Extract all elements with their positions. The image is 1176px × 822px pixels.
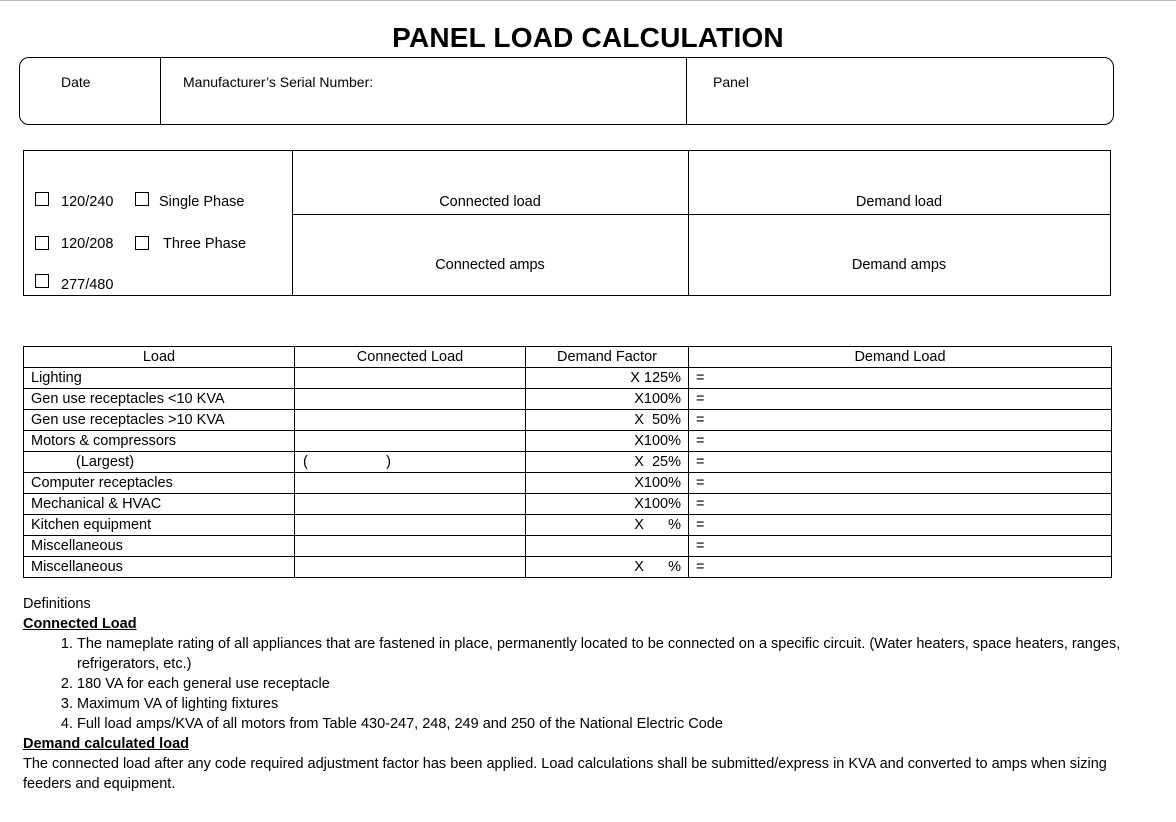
connected-load-cell[interactable] <box>295 389 526 410</box>
table-row <box>24 452 1112 473</box>
load-name: Motors & compressors <box>24 431 295 452</box>
paren-open: ( <box>303 454 308 470</box>
list-item: 4. Full load amps/KVA of all motors from Table 430-247, 248, 249 and 250 of the National Electric Code <box>77 714 1143 734</box>
top-rule <box>0 0 1176 1</box>
table-row <box>24 557 1112 578</box>
demand-load-cell[interactable]: = <box>689 473 1112 494</box>
connected-amps-label: Connected amps <box>435 257 545 273</box>
panel-field-label: Panel <box>713 74 749 90</box>
connected-load-label: Connected load <box>439 194 541 210</box>
column-header-connected-load: Connected Load <box>295 347 526 368</box>
table-row <box>24 536 1112 557</box>
table-row <box>24 515 1112 536</box>
connected-load-cell[interactable] <box>295 473 526 494</box>
demand-factor-cell: X 25% <box>526 452 689 473</box>
demand-load-text: The connected load after any code required adjustment factor has been applied. Load calculations shall be submitted/express in KVA and converted to amps when sizing feeders and equipment. <box>23 756 1107 792</box>
table-row <box>24 431 1112 452</box>
load-name: Computer receptacles <box>24 473 295 494</box>
demand-load-cell[interactable]: = <box>689 494 1112 515</box>
demand-factor-cell: X100% <box>526 473 689 494</box>
connected-load-cell[interactable] <box>295 431 526 452</box>
table-row <box>24 410 1112 431</box>
table-header-row <box>24 347 1112 368</box>
demand-load-cell[interactable]: = <box>689 368 1112 389</box>
serial-number-label: Manufacturer’s Serial Number: <box>183 74 374 90</box>
column-header-demand-factor: Demand Factor <box>526 347 689 368</box>
box-divider <box>292 151 293 295</box>
box-divider <box>688 151 689 295</box>
demand-load-cell[interactable]: = <box>689 557 1112 578</box>
connected-load-cell[interactable] <box>295 557 526 578</box>
checkbox-277-480[interactable] <box>35 274 49 288</box>
list-item: 1. The nameplate rating of all appliances that are fastened in place, permanently located to be connected on a specific circuit. (Water heaters, space heaters, ranges, refrigerators, etc.) <box>77 634 1143 674</box>
definitions-section <box>23 594 1143 794</box>
column-header-load: Load <box>24 347 295 368</box>
checkbox-single-phase[interactable] <box>135 192 149 206</box>
box-divider <box>292 214 1110 215</box>
demand-factor-cell: X100% <box>526 431 689 452</box>
demand-factor-cell: X100% <box>526 389 689 410</box>
demand-factor-cell[interactable]: X % <box>526 515 689 536</box>
voltage-277-480-label: 277/480 <box>61 277 114 293</box>
voltage-summary-box <box>23 150 1111 296</box>
demand-factor-cell[interactable] <box>526 536 689 557</box>
connected-load-cell[interactable] <box>295 494 526 515</box>
paren-close: ) <box>386 454 391 470</box>
load-table <box>23 346 1112 578</box>
page-title: PANEL LOAD CALCULATION <box>392 22 784 53</box>
demand-load-cell[interactable]: = <box>689 536 1112 557</box>
connected-load-cell[interactable] <box>295 515 526 536</box>
load-name: Mechanical & HVAC <box>24 494 295 515</box>
list-item: 2. 180 VA for each general use receptacle <box>77 674 1143 694</box>
largest-motor-paren <box>295 452 391 472</box>
load-name: Gen use receptacles <10 KVA <box>24 389 295 410</box>
header-divider <box>686 58 687 124</box>
table-row <box>24 494 1112 515</box>
demand-factor-cell: X100% <box>526 494 689 515</box>
voltage-120-208-label: 120/208 <box>61 236 114 252</box>
connected-load-cell[interactable] <box>295 410 526 431</box>
demand-load-cell[interactable]: = <box>689 515 1112 536</box>
demand-factor-cell: X 125% <box>526 368 689 389</box>
table-row <box>24 368 1112 389</box>
date-field-label: Date <box>61 74 91 90</box>
demand-load-heading: Demand calculated load <box>23 736 189 752</box>
connected-load-heading: Connected Load <box>23 616 137 632</box>
demand-factor-cell: X 50% <box>526 410 689 431</box>
connected-load-cell[interactable] <box>295 452 526 473</box>
demand-amps-label: Demand amps <box>851 257 947 273</box>
checkbox-120-240[interactable] <box>35 192 49 206</box>
demand-factor-cell[interactable]: X % <box>526 557 689 578</box>
demand-load-cell[interactable]: = <box>689 389 1112 410</box>
load-name: (Largest) <box>24 452 295 473</box>
connected-load-list <box>23 634 1143 734</box>
load-name: Kitchen equipment <box>24 515 295 536</box>
demand-load-cell[interactable]: = <box>689 452 1112 473</box>
definitions-heading: Definitions <box>23 596 91 612</box>
demand-load-cell[interactable]: = <box>689 410 1112 431</box>
load-name: Lighting <box>24 368 295 389</box>
three-phase-label: Three Phase <box>163 236 247 252</box>
checkbox-120-208[interactable] <box>35 236 49 250</box>
connected-load-cell[interactable] <box>295 536 526 557</box>
connected-load-cell[interactable] <box>295 368 526 389</box>
header-box <box>19 57 1114 125</box>
single-phase-label: Single Phase <box>159 194 245 210</box>
voltage-120-240-label: 120/240 <box>61 194 114 210</box>
demand-load-cell[interactable]: = <box>689 431 1112 452</box>
table-row <box>24 389 1112 410</box>
load-name[interactable]: Miscellaneous <box>24 536 295 557</box>
load-name[interactable]: Miscellaneous <box>24 557 295 578</box>
list-item: 3. Maximum VA of lighting fixtures <box>77 694 1143 714</box>
load-name: Gen use receptacles >10 KVA <box>24 410 295 431</box>
demand-load-label: Demand load <box>855 194 943 210</box>
column-header-demand-load: Demand Load <box>689 347 1112 368</box>
table-row <box>24 473 1112 494</box>
checkbox-three-phase[interactable] <box>135 236 149 250</box>
header-divider <box>160 58 161 124</box>
